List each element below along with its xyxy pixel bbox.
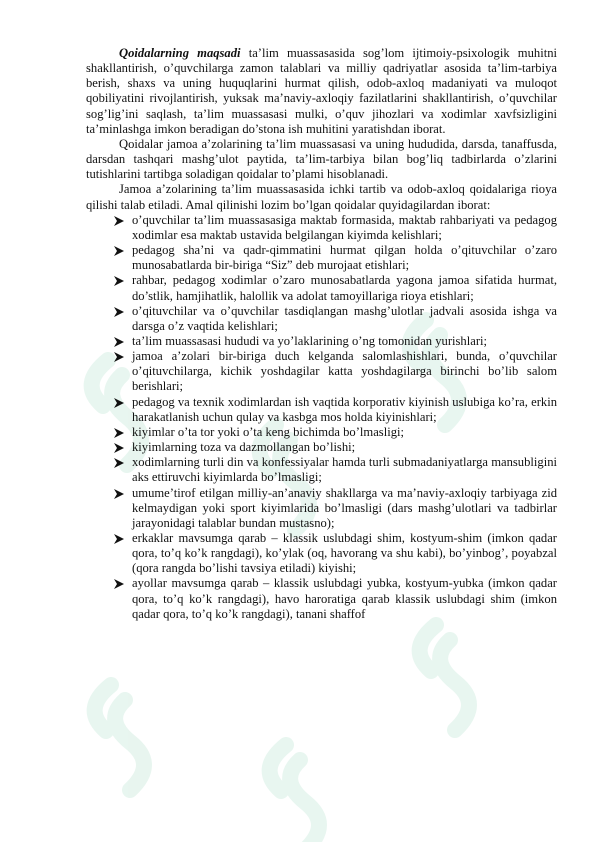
rules-list [86,213,557,622]
arrowhead-bullet-icon [113,398,125,408]
list-item-text: ta’lim muassasasi hududi va yo’laklarining o’ng tomonidan yurishlari; [132,333,488,348]
paragraph-goals [86,46,557,137]
list-item-text: pedagog va texnik xodimlardan ish vaqtida korporativ kiyinish uslubiga ko’ra, erkin harakatlanish uchun qulay va kasbga mos holda kiyinishlari; [132,394,557,424]
list-item [86,425,557,440]
arrowhead-bullet-icon [113,489,125,499]
arrowhead-bullet-icon [113,352,125,362]
list-item [86,576,557,621]
list-item [86,395,557,425]
list-item [86,334,557,349]
arrowhead-bullet-icon [113,307,125,317]
list-item [86,349,557,394]
paragraph-text: ta’lim muassasasida sog’lom ijtimoiy-psixologik muhitni shakllantirish, o’quvchilarga zamon talablari va milliy qadriyatlar asosida ta’lim-tarbiya berish, shaxs va uning huquqlarini hurmat qilish, odob-axloq madaniyati va muloqot qobiliyatini rivojlantirish, yuksak ma’naviy-axloqiy fazilatlarini shakllantirish, o’quvchilar sog’lig’ini saqlash, ta’lim muassasasi mulki, o’quv jihozlari va xodimlar xavfsizligini ta’minlashga imkon beradigan do’stona ish muhitini yaratishdan iborat. [86,46,557,136]
watermark-mark [420,625,469,730]
arrowhead-bullet-icon [113,276,125,286]
watermark-mark [270,745,319,842]
list-item [86,455,557,485]
watermark-mark [95,685,144,790]
list-item-text: ayollar mavsumga qarab – klassik uslubdagi yubka, kostyum-yubka (imkon qadar qora, to’q ko’k rangdagi), havo haroratiga qarab klassik uslubdagi shim (imkon qadar qora, to’q ko’k rangdagi), tanani shaffof [132,576,557,621]
arrowhead-bullet-icon [113,216,125,226]
arrowhead-bullet-icon [113,428,125,438]
list-item-text: erkaklar mavsumga qarab – klassik uslubdagi shim, kostyum-shim (imkon qadar qora, to’q ko’k rangdagi), ko’ylak (oq, havorang va shu kabi), bo’yinbog’, poyabzal (qora rangda bo’lishi tavsiya etiladi) kiyishi; [132,531,557,576]
list-item [86,213,557,243]
list-item [86,273,557,303]
list-item [86,531,557,576]
list-item-text: kiyimlar o’ta tor yoki o’ta keng bichimda bo’lmasligi; [132,424,405,439]
paragraph-requirements: Jamoa a’zolarining ta’lim muassasasida ichki tartib va odob-axloq qoidalariga rioya qilishi talab etiladi. Amal qilinishi lozim bo’lgan qoidalar quyidagilardan iborat: [86,182,557,212]
list-item-text: pedagog sha’ni va qadr-qimmatini hurmat qilgan holda o’qituvchilar o’zaro munosabatlarda bir-biriga “Siz” deb murojaat etishlari; [132,243,557,273]
list-item-text: umume’tirof etilgan milliy-an’anaviy shakllarga va ma’naviy-axloqiy tarbiyaga zid kelmaydigan yoki sport kiyimlarida bo’lmasligi (dars mashg’ulotlari va tadbirlar jarayonidagi talablar bundan mustasno); [132,485,557,530]
list-item-text: xodimlarning turli din va konfessiyalar hamda turli submadaniyatlarga mansubligini aks ettiruvchi kiyimlarda bo’lmasligi; [132,455,557,485]
arrowhead-bullet-icon [113,458,125,468]
list-item-text: o’qituvchilar va o’quvchilar tasdiqlangan mashg’ulotlar jadvali asosida ishga va darsga o’z vaqtida kelishlari; [132,303,557,333]
list-item [86,440,557,455]
arrowhead-bullet-icon [113,246,125,256]
arrowhead-bullet-icon [113,443,125,453]
list-item [86,243,557,273]
document-body [86,46,557,622]
list-item [86,486,557,531]
list-item-text: jamoa a’zolari bir-biriga duch kelganda salomlashishlari, bunda, o’quvchilar o’qituvchilarga, kichik yoshdagilar katta yoshdagilarga birinchi bo’lib salom berishlari; [132,349,557,394]
arrowhead-bullet-icon [113,579,125,589]
paragraph-lead: Qoidalarning maqsadi [119,46,241,60]
arrowhead-bullet-icon [113,534,125,544]
arrowhead-bullet-icon [113,337,125,347]
list-item [86,304,557,334]
list-item-text: rahbar, pedagog xodimlar o’zaro munosabatlarda yagona jamoa sifatida hurmat, do’stlik, hamjihatlik, halollik va adolat tamoyillariga rioya etishlari; [132,273,557,303]
list-item-text: kiyimlarning toza va dazmollangan bo’lishi; [132,440,356,455]
paragraph-definition: Qoidalar jamoa a’zolarining ta’lim muassasasi va uning hududida, darsda, tanaffusda, darsdan tashqari mashg’ulot paytida, ta’lim-tarbiya bilan bog’liq tadbirlarda o’zlarini tutishlarini tartibga soladigan qoidalar to’plami hisoblanadi. [86,136,557,182]
list-item-text: o’quvchilar ta’lim muassasasiga maktab formasida, maktab rahbariyati va pedagog xodimlar esa maktab ustavida belgilangan kiyimda kelishlari; [132,212,557,242]
